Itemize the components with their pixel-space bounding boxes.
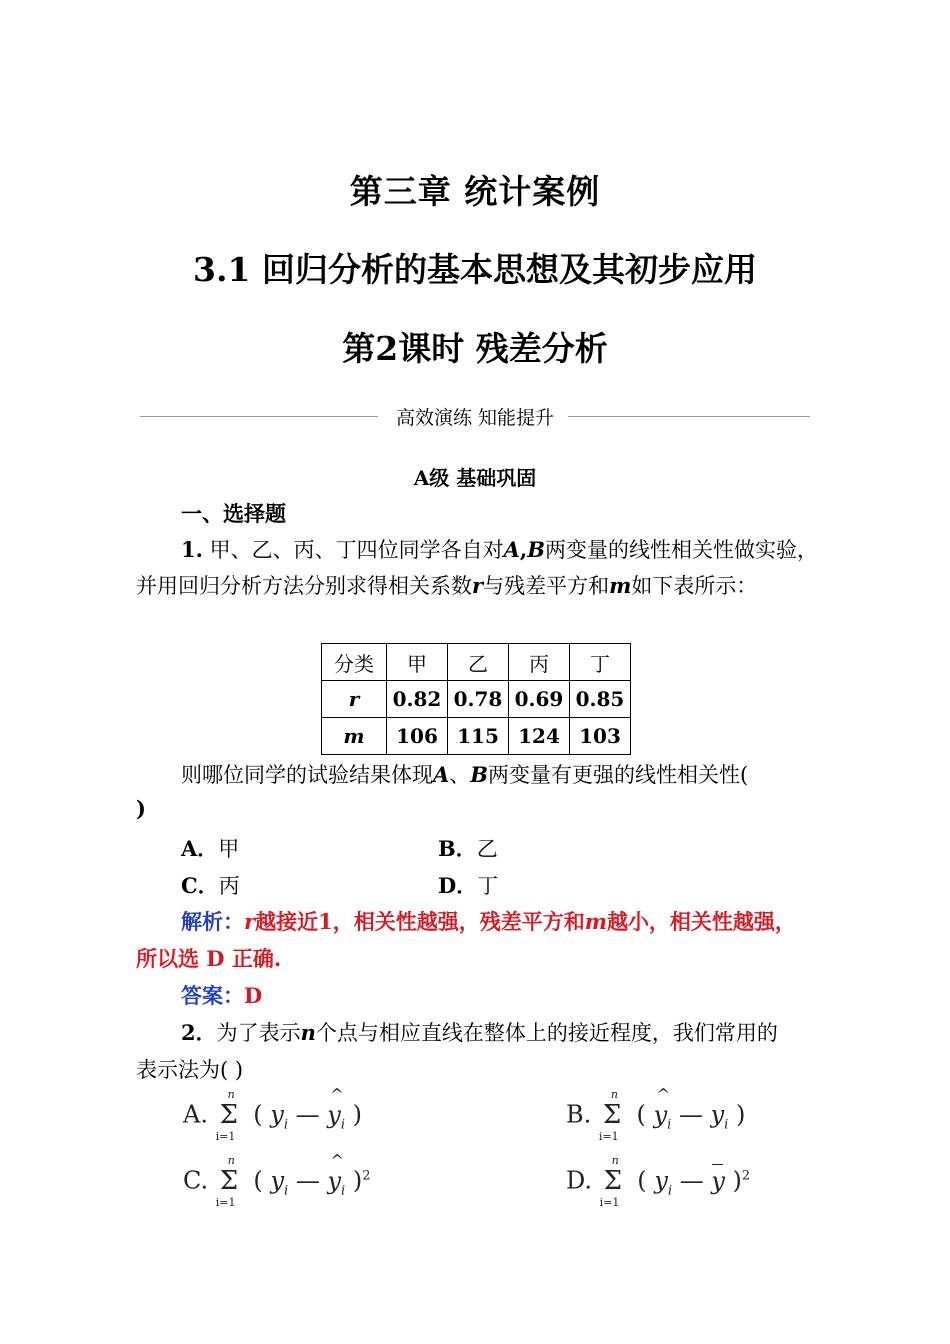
option-letter: A. [183, 1100, 208, 1129]
sum-top: n [611, 1154, 619, 1167]
q1-text: 如下表所示： [631, 574, 758, 598]
q1-number: 1. [181, 537, 203, 562]
sym-i: i [667, 1117, 672, 1133]
sym-i: i [283, 1117, 288, 1133]
minus: — [295, 1100, 320, 1129]
paren: ( [636, 1100, 646, 1129]
q2-text: 个点与相应直线在整体上的接近程度，我们常用的 [315, 1021, 778, 1045]
table-cell: 0.85 [570, 681, 631, 718]
minus: — [295, 1166, 320, 1195]
sym-square: 2 [362, 1168, 371, 1184]
q1-option-d [438, 870, 498, 900]
paren: ( [253, 1166, 263, 1195]
q1-question-close: ) [136, 796, 146, 821]
paren: ) [735, 1100, 746, 1129]
analysis-text: 越小，相关性越强， [606, 909, 796, 934]
option-letter: B． [438, 836, 477, 861]
table-cell: 124 [509, 718, 570, 755]
option-text: 丙 [218, 874, 240, 898]
sym-y: y [654, 1166, 668, 1195]
var-n: n [300, 1020, 316, 1045]
table-cell: 103 [570, 718, 631, 755]
q2-option-c [183, 1154, 371, 1209]
sum-bottom: i=1 [215, 1196, 236, 1209]
option-letter: D． [438, 873, 478, 898]
paren: ( [253, 1100, 263, 1129]
minus: — [678, 1100, 703, 1129]
sigma-icon: n Σ i=1 [598, 1088, 622, 1143]
q1-text: 甲、乙、丙、丁四位同学各自对 [209, 538, 504, 562]
q2-option-a [183, 1088, 363, 1143]
sigma-icon: n Σ i=1 [215, 1088, 238, 1143]
table-cell: 乙 [448, 644, 509, 681]
option-letter: C. [183, 1166, 209, 1195]
q2-number: 2． [181, 1020, 217, 1045]
sigma-icon: n Σ i=1 [215, 1154, 239, 1209]
answer-label: 答案： [181, 983, 244, 1008]
table-cell: 106 [387, 718, 448, 755]
q1-answer [181, 980, 262, 1010]
option-text: 甲 [218, 837, 240, 861]
table-header-row [322, 644, 631, 681]
analysis-var-r: r [244, 909, 256, 934]
option-letter: D. [566, 1166, 593, 1195]
sym-i: i [341, 1183, 346, 1199]
table-row [322, 718, 631, 755]
sum-bottom: i=1 [598, 1130, 619, 1143]
table-cell: 0.78 [448, 681, 509, 718]
part-heading: 一、选择题 [181, 501, 286, 526]
sym-i: i [667, 1183, 673, 1199]
sym-y-hat: ^ y [327, 1167, 341, 1195]
chapter-title: 第三章 统计案例 [349, 172, 601, 211]
q1-text: 则哪位同学的试验结果体现 [181, 763, 433, 787]
paren: ( [637, 1166, 647, 1195]
table-cell: r [322, 681, 387, 718]
q2-line2: 表示法为( ) [136, 1058, 244, 1082]
q1-option-c [181, 870, 240, 900]
q1-line2 [136, 570, 757, 600]
banner: 高效演练 知能提升 [395, 407, 555, 429]
paren: ) [352, 1100, 363, 1129]
var-r: r [472, 573, 484, 598]
sum-bottom: i=1 [215, 1130, 236, 1143]
q1-analysis-cont: 所以选 D 正确. [136, 946, 282, 971]
table-cell: 丁 [570, 644, 631, 681]
sym-square: 2 [741, 1168, 751, 1184]
table-cell: 0.69 [509, 681, 570, 718]
sym-y-hat: ^ y [654, 1101, 668, 1129]
paren: ) [732, 1166, 742, 1195]
q1-text: 两变量的线性相关性做实验， [544, 538, 818, 562]
table-cell: 115 [448, 718, 509, 755]
q1-option-b [438, 833, 498, 863]
sum-top: n [227, 1154, 235, 1167]
option-letter: A． [181, 836, 219, 861]
comma: , [519, 537, 528, 562]
sep: 、 [449, 763, 471, 787]
q1-analysis [181, 906, 796, 936]
var-A: A [433, 762, 450, 787]
var-A: A [503, 537, 520, 562]
paren: ) [352, 1166, 363, 1195]
q2-option-b [566, 1088, 746, 1143]
q2-text: 为了表示 [216, 1021, 301, 1045]
sum-top: n [610, 1088, 618, 1101]
sym-y-hat: ^ y [327, 1101, 341, 1129]
table-cell: 丙 [509, 644, 570, 681]
analysis-text: 越接近1，相关性越强，残差平方和 [255, 909, 585, 934]
sum-bottom: i=1 [599, 1196, 620, 1209]
option-letter: B. [566, 1100, 592, 1129]
minus: — [679, 1166, 704, 1195]
table-row [322, 681, 631, 718]
q1-text: 并用回归分析方法分别求得相关系数 [136, 574, 472, 598]
option-letter: C． [181, 873, 219, 898]
section-title: 3.1 回归分析的基本思想及其初步应用 [193, 250, 757, 289]
sym-i: i [340, 1117, 346, 1133]
table-cell: m [322, 718, 387, 755]
data-table [321, 643, 631, 755]
sym-i: i [724, 1117, 729, 1133]
var-m: m [609, 573, 632, 598]
option-text: 乙 [476, 837, 498, 861]
sym-y-bar: y [711, 1166, 725, 1195]
q1-option-a [181, 833, 239, 863]
sum-top: n [227, 1088, 235, 1101]
option-text: 丁 [477, 874, 499, 898]
table-cell: 分类 [322, 644, 387, 681]
lesson-title: 第2课时 残差分析 [342, 329, 608, 368]
q1-text: 两变量有更强的线性相关性( [488, 763, 749, 787]
sym-y: y [710, 1100, 725, 1129]
sym-y: y [270, 1166, 284, 1195]
analysis-var-m: m [584, 909, 607, 934]
answer-value: D [244, 983, 263, 1008]
sigma-icon: n Σ i=1 [599, 1154, 623, 1209]
sym-y: y [270, 1100, 284, 1129]
q2-option-d [566, 1154, 751, 1209]
level-heading: A级 基础巩固 [413, 466, 537, 490]
var-B: B [527, 537, 545, 562]
analysis-label: 解析： [181, 909, 244, 934]
var-B: B [470, 762, 489, 787]
table-cell: 甲 [387, 644, 448, 681]
q2-line1 [181, 1017, 778, 1047]
table-cell: 0.82 [387, 681, 448, 718]
q1-text: 与残差平方和 [483, 574, 610, 598]
q1-question [181, 759, 748, 789]
q1-line1 [181, 534, 818, 564]
sym-i: i [284, 1183, 289, 1199]
